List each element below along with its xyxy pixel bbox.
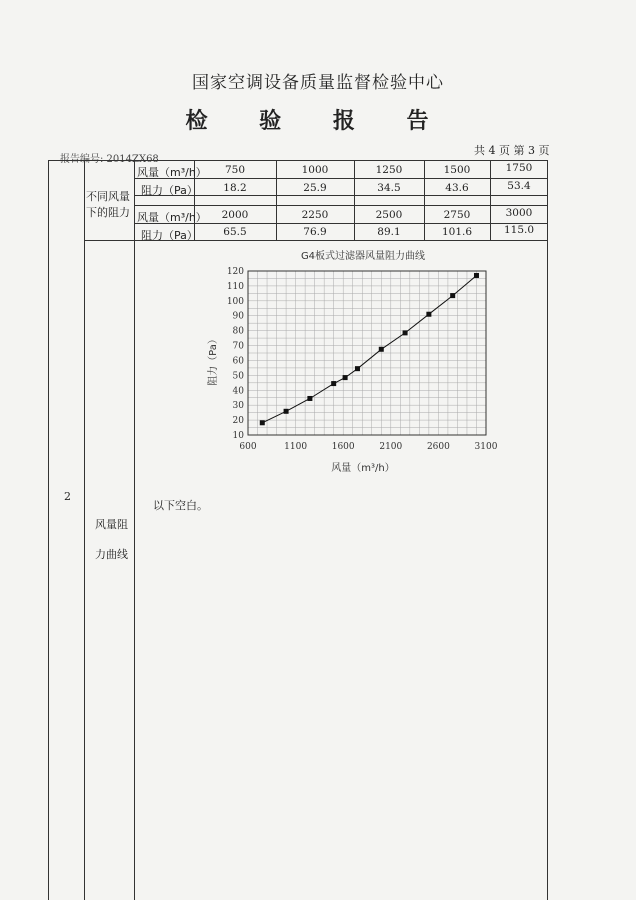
y-tick-label: 110	[226, 281, 244, 292]
y-tick-label: 90	[232, 311, 244, 322]
airflow-cell: 2500	[375, 209, 403, 221]
resistance-label-1: 阻力（Pa）	[141, 184, 198, 197]
x-tick-label: 3100	[474, 442, 498, 452]
data-point	[343, 375, 348, 380]
resistance-cell: 25.9	[303, 182, 327, 194]
data-point	[426, 312, 431, 317]
data-point	[403, 330, 408, 335]
section2-label-line2: 力曲线	[95, 548, 128, 561]
data-point	[331, 381, 336, 386]
organization-title: 国家空调设备质量监督检验中心	[192, 73, 444, 93]
section2-label-line1: 风量阻	[95, 518, 128, 531]
x-tick-label: 2600	[426, 442, 450, 452]
blank-note: 以下空白。	[153, 499, 208, 512]
resistance-cell: 115.0	[503, 224, 535, 236]
airflow-cell: 2750	[443, 209, 471, 221]
resistance-cell: 34.5	[377, 182, 401, 194]
page-info: 共 4 页 第 3 页	[474, 144, 550, 157]
y-tick-label: 100	[226, 296, 244, 307]
x-tick-label: 1600	[331, 442, 355, 452]
resistance-cell: 76.9	[303, 226, 327, 238]
resistance-label-2: 阻力（Pa）	[141, 229, 198, 242]
data-point	[450, 293, 455, 298]
airflow-label-1: 风量（m³/h）	[137, 166, 207, 179]
airflow-resistance-chart	[196, 246, 506, 476]
y-tick-label: 20	[232, 416, 244, 427]
airflow-cell: 3000	[505, 207, 533, 219]
data-point	[284, 409, 289, 414]
row-number: 2	[64, 490, 71, 503]
y-tick-label: 70	[232, 341, 244, 352]
resistance-cell: 65.5	[223, 226, 247, 238]
chart-title: G4板式过滤器风量阻力曲线	[300, 251, 426, 262]
airflow-cell: 1750	[505, 162, 533, 174]
y-tick-label: 40	[232, 386, 244, 397]
resistance-cell: 89.1	[377, 226, 401, 238]
chart-y-label: 阻力（Pa）	[208, 334, 219, 386]
data-point	[307, 396, 312, 401]
airflow-cell: 1250	[375, 164, 403, 176]
resistance-cell: 53.4	[507, 180, 531, 192]
y-tick-label: 60	[232, 356, 244, 367]
y-tick-label: 80	[232, 326, 244, 337]
report-title: 检 验 报 告	[185, 109, 451, 134]
chart-x-label: 风量（m³/h）	[331, 463, 395, 474]
x-tick-label: 600	[239, 442, 257, 452]
report-number	[60, 150, 159, 165]
data-point	[260, 420, 265, 425]
resistance-cell: 101.6	[441, 226, 473, 238]
airflow-cell: 2250	[301, 209, 329, 221]
resistance-cell: 18.2	[223, 182, 247, 194]
x-tick-label: 1100	[284, 442, 308, 452]
seal-fragment	[616, 320, 636, 470]
airflow-cell: 2000	[221, 209, 249, 221]
airflow-cell: 750	[224, 164, 246, 176]
y-tick-label: 50	[232, 371, 244, 382]
section1-label-line1: 不同风量	[86, 190, 130, 203]
section1-label-line2: 下的阻力	[86, 206, 130, 219]
y-tick-label: 10	[232, 431, 244, 441]
airflow-cell: 1500	[443, 164, 471, 176]
airflow-label-2: 风量（m³/h）	[137, 211, 207, 224]
airflow-cell: 1000	[301, 164, 329, 176]
resistance-cell: 43.6	[445, 182, 469, 194]
y-tick-label: 120	[226, 267, 244, 277]
x-tick-label: 2100	[379, 442, 403, 452]
data-point	[379, 347, 384, 352]
data-point	[355, 366, 360, 371]
series-line	[262, 276, 476, 423]
data-point	[474, 273, 479, 278]
y-tick-label: 30	[232, 401, 244, 412]
